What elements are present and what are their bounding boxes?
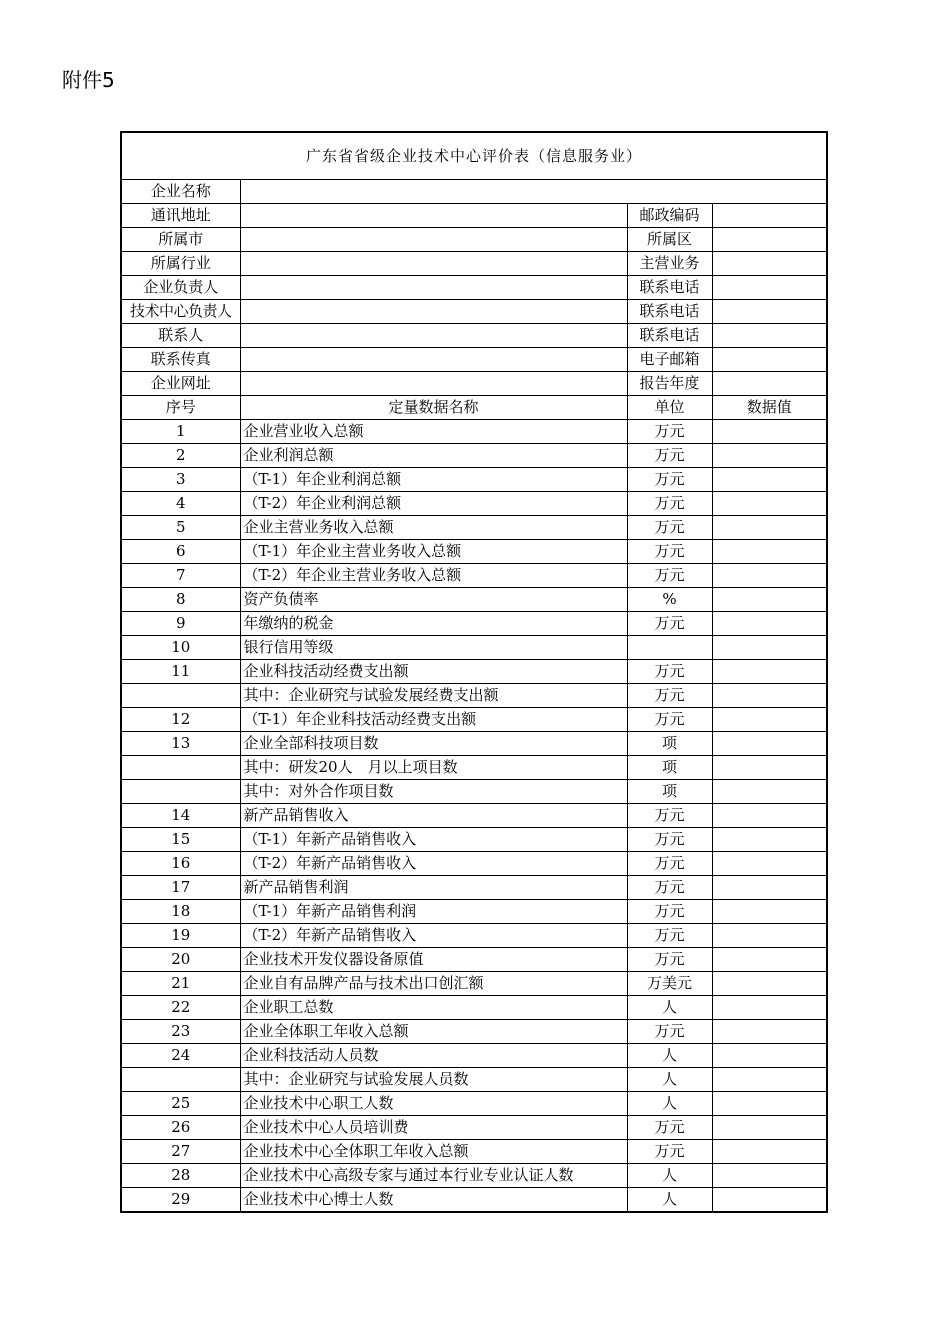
row-number: 9	[121, 612, 240, 636]
row-name: 企业技术中心人员培训费	[240, 1116, 627, 1140]
table-row	[121, 468, 827, 492]
row-number: 20	[121, 948, 240, 972]
row-value-field[interactable]	[712, 996, 827, 1020]
row-value-field[interactable]	[712, 780, 827, 804]
row-unit: 万元	[627, 492, 712, 516]
table-row	[121, 540, 827, 564]
row-name: （T-1）年企业科技活动经费支出额	[240, 708, 627, 732]
table-row	[121, 708, 827, 732]
row-name: 企业职工总数	[240, 996, 627, 1020]
row-number: 10	[121, 636, 240, 660]
row-unit: 万元	[627, 420, 712, 444]
row-value-field[interactable]	[712, 828, 827, 852]
row-unit: 人	[627, 1044, 712, 1068]
row-unit: 万元	[627, 540, 712, 564]
row-unit: 万元	[627, 1116, 712, 1140]
row-value-field[interactable]	[712, 492, 827, 516]
row-unit: 人	[627, 1188, 712, 1213]
row-number: 16	[121, 852, 240, 876]
row-value-field[interactable]	[712, 420, 827, 444]
evaluation-form-table	[120, 131, 828, 1213]
info-label-right: 联系电话	[627, 300, 712, 324]
row-number: 25	[121, 1092, 240, 1116]
info-value-field[interactable]	[240, 276, 627, 300]
row-unit: 万元	[627, 684, 712, 708]
row-name: 新产品销售收入	[240, 804, 627, 828]
row-unit: 人	[627, 1068, 712, 1092]
info-label: 联系人	[121, 324, 240, 348]
row-name: （T-1）年企业利润总额	[240, 468, 627, 492]
table-row	[121, 1140, 827, 1164]
row-name: 企业技术开发仪器设备原值	[240, 948, 627, 972]
row-unit: 万美元	[627, 972, 712, 996]
row-value-field[interactable]	[712, 948, 827, 972]
row-number: 24	[121, 1044, 240, 1068]
row-number: 12	[121, 708, 240, 732]
row-value-field[interactable]	[712, 516, 827, 540]
row-value-field[interactable]	[712, 900, 827, 924]
row-value-field[interactable]	[712, 756, 827, 780]
row-number: 15	[121, 828, 240, 852]
row-number: 21	[121, 972, 240, 996]
table-row	[121, 828, 827, 852]
row-name: 企业技术中心全体职工年收入总额	[240, 1140, 627, 1164]
info-value-field-right[interactable]	[712, 204, 827, 228]
info-row	[121, 300, 827, 324]
row-number: 13	[121, 732, 240, 756]
row-name: 企业技术中心高级专家与通过本行业专业认证人数	[240, 1164, 627, 1188]
row-unit: 人	[627, 1164, 712, 1188]
table-row	[121, 948, 827, 972]
info-value-field-right[interactable]	[712, 228, 827, 252]
row-name: 企业技术中心职工人数	[240, 1092, 627, 1116]
row-unit: 项	[627, 732, 712, 756]
info-value-field-right[interactable]	[712, 252, 827, 276]
table-row	[121, 492, 827, 516]
table-row	[121, 420, 827, 444]
row-unit: 万元	[627, 660, 712, 684]
row-number: 26	[121, 1116, 240, 1140]
info-value-field[interactable]	[240, 228, 627, 252]
company-name-label: 企业名称	[121, 180, 240, 204]
table-row	[121, 1020, 827, 1044]
info-label-right: 邮政编码	[627, 204, 712, 228]
row-value-field[interactable]	[712, 708, 827, 732]
table-row	[121, 972, 827, 996]
row-value-field[interactable]	[712, 1020, 827, 1044]
row-name: 企业科技活动经费支出额	[240, 660, 627, 684]
row-value-field[interactable]	[712, 876, 827, 900]
row-unit: 项	[627, 780, 712, 804]
info-label-right: 报告年度	[627, 372, 712, 396]
row-value-field[interactable]	[712, 1044, 827, 1068]
header-no: 序号	[121, 396, 240, 420]
row-value-field[interactable]	[712, 660, 827, 684]
info-value-field[interactable]	[240, 300, 627, 324]
row-name: （T-2）年新产品销售收入	[240, 924, 627, 948]
row-number: 4	[121, 492, 240, 516]
info-value-field[interactable]	[240, 324, 627, 348]
company-name-row	[121, 180, 827, 204]
row-name: 银行信用等级	[240, 636, 627, 660]
table-row	[121, 852, 827, 876]
row-unit: 人	[627, 996, 712, 1020]
table-row	[121, 1092, 827, 1116]
row-name: （T-2）年新产品销售收入	[240, 852, 627, 876]
row-unit: 万元	[627, 468, 712, 492]
table-row	[121, 684, 827, 708]
info-label-right: 电子邮箱	[627, 348, 712, 372]
row-name: （T-2）年企业主营业务收入总额	[240, 564, 627, 588]
header-name: 定量数据名称	[240, 396, 627, 420]
row-unit: 万元	[627, 804, 712, 828]
table-row	[121, 900, 827, 924]
row-unit	[627, 636, 712, 660]
row-unit: 项	[627, 756, 712, 780]
row-number: 27	[121, 1140, 240, 1164]
table-row	[121, 996, 827, 1020]
info-row	[121, 252, 827, 276]
row-number: 5	[121, 516, 240, 540]
row-number	[121, 780, 240, 804]
info-row	[121, 348, 827, 372]
row-name: 资产负债率	[240, 588, 627, 612]
table-row	[121, 1116, 827, 1140]
row-value-field[interactable]	[712, 1188, 827, 1213]
row-unit: 万元	[627, 924, 712, 948]
table-row	[121, 1188, 827, 1213]
info-label-right: 联系电话	[627, 324, 712, 348]
title-row	[121, 132, 827, 180]
row-value-field[interactable]	[712, 468, 827, 492]
row-number: 8	[121, 588, 240, 612]
row-number: 18	[121, 900, 240, 924]
row-number: 6	[121, 540, 240, 564]
table-row	[121, 924, 827, 948]
row-value-field[interactable]	[712, 732, 827, 756]
company-name-field[interactable]	[240, 180, 827, 204]
row-number: 3	[121, 468, 240, 492]
info-row	[121, 204, 827, 228]
row-unit: 万元	[627, 852, 712, 876]
info-value-field[interactable]	[240, 372, 627, 396]
row-number: 14	[121, 804, 240, 828]
row-value-field[interactable]	[712, 804, 827, 828]
row-name: 其中：企业研究与试验发展人员数	[240, 1068, 627, 1092]
info-value-field-right[interactable]	[712, 372, 827, 396]
row-value-field[interactable]	[712, 588, 827, 612]
info-label: 企业负责人	[121, 276, 240, 300]
info-value-field-right[interactable]	[712, 324, 827, 348]
table-row	[121, 804, 827, 828]
row-value-field[interactable]	[712, 540, 827, 564]
row-value-field[interactable]	[712, 1116, 827, 1140]
row-value-field[interactable]	[712, 924, 827, 948]
header-unit: 单位	[627, 396, 712, 420]
row-number: 1	[121, 420, 240, 444]
row-name: 年缴纳的税金	[240, 612, 627, 636]
row-unit: 万元	[627, 612, 712, 636]
info-label: 联系传真	[121, 348, 240, 372]
row-unit: 万元	[627, 948, 712, 972]
row-name: 企业全体职工年收入总额	[240, 1020, 627, 1044]
row-number: 19	[121, 924, 240, 948]
row-value-field[interactable]	[712, 1164, 827, 1188]
info-row	[121, 228, 827, 252]
attachment-label: 附件5	[62, 68, 115, 92]
row-value-field[interactable]	[712, 1068, 827, 1092]
info-row	[121, 276, 827, 300]
row-name: 其中：对外合作项目数	[240, 780, 627, 804]
row-value-field[interactable]	[712, 612, 827, 636]
info-row	[121, 372, 827, 396]
info-row	[121, 324, 827, 348]
row-number: 7	[121, 564, 240, 588]
table-row	[121, 564, 827, 588]
row-unit: 万元	[627, 1140, 712, 1164]
info-label: 企业网址	[121, 372, 240, 396]
row-unit: 万元	[627, 900, 712, 924]
row-value-field[interactable]	[712, 444, 827, 468]
table-row	[121, 636, 827, 660]
row-unit: 万元	[627, 564, 712, 588]
row-name: 企业全部科技项目数	[240, 732, 627, 756]
info-label: 所属市	[121, 228, 240, 252]
row-value-field[interactable]	[712, 852, 827, 876]
info-label-right: 主营业务	[627, 252, 712, 276]
row-name: （T-1）年企业主营业务收入总额	[240, 540, 627, 564]
form-title: 广东省省级企业技术中心评价表（信息服务业）	[121, 132, 827, 180]
table-row	[121, 516, 827, 540]
row-unit: %	[627, 588, 712, 612]
row-number	[121, 1068, 240, 1092]
table-row	[121, 588, 827, 612]
row-name: 企业主营业务收入总额	[240, 516, 627, 540]
row-number: 11	[121, 660, 240, 684]
info-value-field[interactable]	[240, 204, 627, 228]
table-row	[121, 612, 827, 636]
row-number: 22	[121, 996, 240, 1020]
info-label: 通讯地址	[121, 204, 240, 228]
row-value-field[interactable]	[712, 972, 827, 996]
row-number: 17	[121, 876, 240, 900]
row-unit: 万元	[627, 444, 712, 468]
table-row	[121, 756, 827, 780]
row-name: （T-1）年新产品销售利润	[240, 900, 627, 924]
row-number: 2	[121, 444, 240, 468]
row-number: 23	[121, 1020, 240, 1044]
table-row	[121, 660, 827, 684]
column-header-row	[121, 396, 827, 420]
row-value-field[interactable]	[712, 1092, 827, 1116]
row-name: 企业技术中心博士人数	[240, 1188, 627, 1213]
row-value-field[interactable]	[712, 564, 827, 588]
row-unit: 万元	[627, 828, 712, 852]
row-unit: 万元	[627, 708, 712, 732]
info-label-right: 联系电话	[627, 276, 712, 300]
table-row	[121, 1044, 827, 1068]
info-value-field[interactable]	[240, 252, 627, 276]
row-number: 28	[121, 1164, 240, 1188]
row-value-field[interactable]	[712, 1140, 827, 1164]
row-number: 29	[121, 1188, 240, 1213]
info-label: 所属行业	[121, 252, 240, 276]
row-name: （T-2）年企业利润总额	[240, 492, 627, 516]
row-value-field[interactable]	[712, 684, 827, 708]
row-number	[121, 756, 240, 780]
table-row	[121, 1068, 827, 1092]
row-name: 新产品销售利润	[240, 876, 627, 900]
header-value: 数据值	[712, 396, 827, 420]
table-row	[121, 876, 827, 900]
info-value-field-right[interactable]	[712, 348, 827, 372]
row-unit: 万元	[627, 1020, 712, 1044]
table-row	[121, 780, 827, 804]
row-unit: 万元	[627, 516, 712, 540]
row-unit: 人	[627, 1092, 712, 1116]
row-name: 企业营业收入总额	[240, 420, 627, 444]
info-value-field[interactable]	[240, 348, 627, 372]
row-value-field[interactable]	[712, 636, 827, 660]
info-label-right: 所属区	[627, 228, 712, 252]
row-name: 企业科技活动人员数	[240, 1044, 627, 1068]
info-value-field-right[interactable]	[712, 276, 827, 300]
info-label: 技术中心负责人	[121, 300, 240, 324]
row-name: 企业自有品牌产品与技术出口创汇额	[240, 972, 627, 996]
row-name: 其中：研发20人 月以上项目数	[240, 756, 627, 780]
info-value-field-right[interactable]	[712, 300, 827, 324]
row-name: 其中：企业研究与试验发展经费支出额	[240, 684, 627, 708]
row-name: （T-1）年新产品销售收入	[240, 828, 627, 852]
row-number	[121, 684, 240, 708]
table-row	[121, 1164, 827, 1188]
table-row	[121, 444, 827, 468]
table-row	[121, 732, 827, 756]
row-name: 企业利润总额	[240, 444, 627, 468]
row-unit: 万元	[627, 876, 712, 900]
